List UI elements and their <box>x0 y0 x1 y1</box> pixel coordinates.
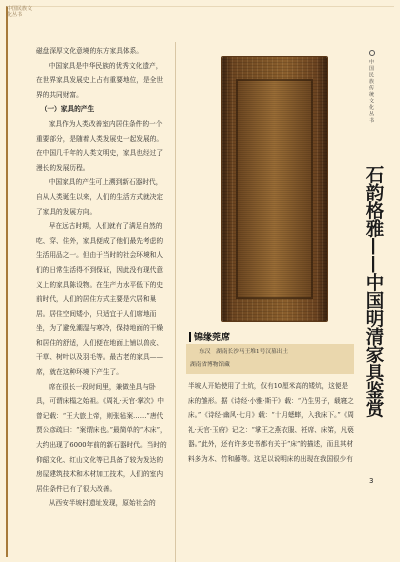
paragraph: 早在远古时期，人们就有了满足自然的吃、穿、住外，家具便成了他们最先考虑的生活用品之一。但由于当时的社会环境和人们的日常生活得不到保证，因此没有现代意义上的家具陈设物。在生产力水平低下的史前时代，人们的居住方式主要是穴居和巢居。居住空间矮小，只适宜于人们席地而坐，为了避免潮湿与寒冷，保持地面的干燥和居住的舒适，人们便在地面上铺以兽皮、干草、树叶以及羽毛等。最古老的家具——席，就在这种环境下产生了。 <box>36 222 164 377</box>
paragraph: 从西安半坡村遗址发现，原始社会的 <box>48 499 156 508</box>
mat-inner-panel <box>236 79 313 299</box>
photo-title: 锦缘莞席 <box>194 333 231 343</box>
column-divider <box>175 42 176 562</box>
page-number: 3 <box>369 477 374 485</box>
paragraph: 中国家具是中华民族的优秀文化遗产，在世界家具发展史上占有重要地位，是全世界的共同财富。 <box>36 61 164 99</box>
paragraph: 席在很长一段时间里，兼做坐具与卧具，可谓床榻之始祖。《周礼·天官·掌次》中曾记载：“王大旅上帝，则张毡案……”唐代贾公彦疏曰：“案谓床也。”最简单的“木床”，大约出现了6000年前的新石器时代。当时的仰韶文化、红山文化等已具备了较为发达的房屋建筑技术和木材加工技术，人们的室内居住条件已有了很大改善。 <box>36 382 167 493</box>
vertical-book-title: 石韵格雅——中国明清家具鉴赏 <box>363 165 384 417</box>
section-heading: （一）家具的产生 <box>40 105 95 114</box>
series-label <box>368 50 375 124</box>
continuation-line: 磁盘深厚文化意境的东方家具体系。 <box>36 47 143 55</box>
mat-photo <box>222 57 327 321</box>
circle-icon <box>369 50 375 56</box>
photo-caption <box>186 344 354 374</box>
margin-note: 中国民族文化丛书 <box>7 6 33 18</box>
paragraph: 半坡人开始使用了土炕，仅有10厘米高的矮炕，这便是床的雏形。据《诗经·小雅·斯干》载：“乃生男子，载寝之床。”《诗经·幽风·七月》载：“十月蟋蟀，入我床下。”《周礼·天官·玉府》记之：“掌王之燕衣服、衽席、床笫，凡亵器。”此外，还有许多史书都有关于“床”的描述，而且其材料多为木、竹和藤等。这足以说明床的出现在我国很少有 <box>188 382 354 463</box>
paragraph: 中国家具的产生可上溯到新石器时代，自从人类诞生以来，人们的生活方式就决定了家具的发展方向。 <box>36 178 164 216</box>
caption-line: 东汉 湖南长沙马王堆1号汉墓出土 <box>199 349 289 355</box>
caption-line: 湖南省博物馆藏 <box>190 362 230 368</box>
series-text: 中国民族传统文化丛书 <box>368 59 374 124</box>
left-text-column <box>36 44 168 511</box>
right-text-column <box>188 379 354 466</box>
paragraph: 家具作为人类改善室内居住条件的一个重要部分，是随着人类发展史一起发展的。在中国几千年的人类文明史，家具也经过了漫长的发展历程。 <box>36 119 164 172</box>
label-bar <box>189 332 191 342</box>
photo-label <box>189 330 230 343</box>
